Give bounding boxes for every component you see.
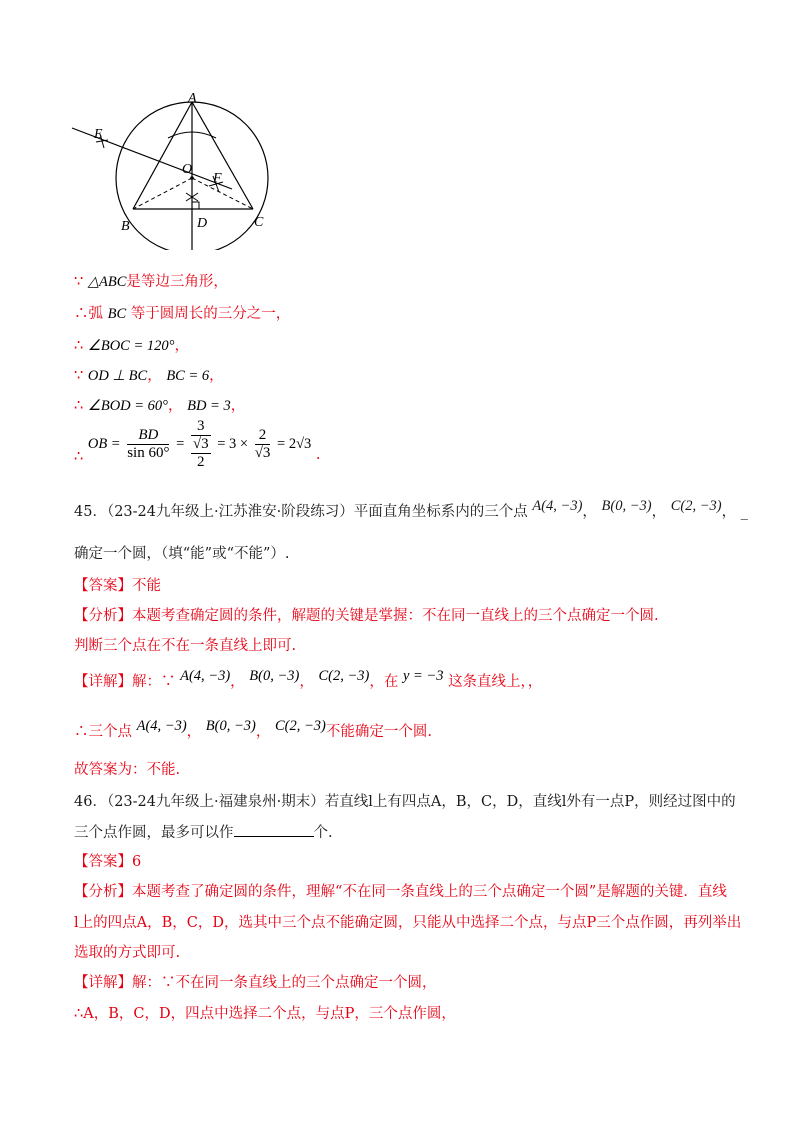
solution-line-3 xyxy=(74,336,189,356)
point-b: B(0, −3) xyxy=(601,498,652,514)
analysis-text-2: l上的四点A，B，C，D，选其中三个点不能确定圆，只能从中选择二个点，与点P三个点作圆，再列举出 xyxy=(74,915,742,931)
label-e: E xyxy=(94,127,103,142)
because-symbol: ∵ xyxy=(74,274,84,290)
q46-detail-1 xyxy=(74,973,437,993)
solution-line-1 xyxy=(74,272,228,292)
comma: ， xyxy=(147,368,162,384)
frac-denominator: √3 xyxy=(254,445,271,461)
q45-detail xyxy=(74,668,543,692)
point-c: C(2, −3) xyxy=(274,718,326,734)
label-c: C xyxy=(254,215,264,230)
period: . xyxy=(315,446,321,463)
because-symbol: ∵ xyxy=(74,368,84,384)
point-c: C(2, −3) xyxy=(670,498,722,514)
comma: ， xyxy=(209,368,224,384)
frac-numerator: BD xyxy=(127,427,169,445)
answer-blank xyxy=(234,822,314,837)
side-ac xyxy=(192,102,253,209)
question-number: 46． xyxy=(74,794,107,810)
bc-equals-6: BC = 6 xyxy=(166,368,210,384)
answer-value: 不能 xyxy=(132,578,161,594)
arc-one-third-text: 等于圆周长的三分之一， xyxy=(130,306,291,322)
comma: ， xyxy=(299,674,314,690)
fraction-2-over-root3 xyxy=(255,427,271,462)
comma: ， xyxy=(255,724,271,740)
equals-sign: = xyxy=(176,436,185,452)
q45-stem-line2 xyxy=(74,544,290,564)
q46-stem-line2b: 个. xyxy=(313,825,333,841)
comma: ， xyxy=(230,674,245,690)
label-o: O xyxy=(182,162,193,177)
comma: ， xyxy=(230,398,246,414)
detail-text-1: 解：∵不在同一条直线上的三个点确定一个圆， xyxy=(132,975,437,991)
detail-tag: 【详解】 xyxy=(74,674,132,690)
therefore-symbol: ∴ xyxy=(74,338,84,354)
q46-analysis-1 xyxy=(74,882,727,902)
right-angle-mark xyxy=(192,202,199,209)
nested-numerator: √3 xyxy=(192,436,209,452)
frac-numerator: 2 xyxy=(255,427,271,445)
point-a: A(4, −3) xyxy=(180,668,231,684)
comma: ， xyxy=(721,504,737,520)
frac-denominator: sin 60° xyxy=(127,445,170,461)
label-d: D xyxy=(197,216,208,231)
bd-equals-3: BD = 3 xyxy=(187,398,231,414)
q45-answer xyxy=(74,576,161,596)
analysis-text-2: 判断三个点在不在一条直线上即可. xyxy=(74,638,297,654)
therefore-symbol: ∴ xyxy=(74,448,84,465)
solution-line-6 xyxy=(74,418,321,471)
answer-tag: 【答案】 xyxy=(74,854,132,870)
arc-text: 弧 xyxy=(88,306,103,322)
fraction-3-over-root3-half xyxy=(191,418,211,471)
q45-stem xyxy=(74,498,748,522)
triangle-abc: △ABC xyxy=(87,274,127,290)
answer-tag: 【答案】 xyxy=(74,578,132,594)
analysis-tag: 【分析】 xyxy=(74,608,132,624)
solution-line-4 xyxy=(74,366,224,386)
label-b: B xyxy=(121,219,130,234)
comma: ， xyxy=(186,724,202,740)
point-a: A(4, −3) xyxy=(532,498,583,514)
label-f: F xyxy=(213,171,222,186)
q45-final xyxy=(74,760,180,780)
frac-numerator: 3 xyxy=(191,418,211,436)
therefore-symbol: ∴ xyxy=(74,398,84,414)
q46-stem-2 xyxy=(74,822,333,843)
nested-fraction xyxy=(191,436,211,471)
q45-conclusion xyxy=(74,718,432,742)
q45-analysis xyxy=(74,606,659,626)
detail-on: ，在 xyxy=(369,674,399,690)
final-answer: 故答案为：不能. xyxy=(74,762,181,778)
q46-answer xyxy=(74,852,141,872)
analysis-text-1: 本题考查了确定圆的条件，理解“不在同一条直线上的三个点确定一个圆”是解题的关键．直线 xyxy=(132,884,727,900)
q46-stem-line2a: 三个点作圆，最多可以作 xyxy=(74,825,234,841)
detail-this-line: 这条直线上，， xyxy=(448,674,543,690)
point-c: C(2, −3) xyxy=(318,668,370,684)
answer-value: 6 xyxy=(132,854,142,870)
detail-because: 解：∵ xyxy=(132,674,176,690)
side-ab xyxy=(133,102,192,209)
od-perp-bc: OD ⊥ BC xyxy=(87,368,148,384)
answer-blank: _ xyxy=(740,504,748,520)
circle-construction-figure xyxy=(60,90,290,250)
conclusion-text-a: ∴三个点 xyxy=(74,724,132,740)
conclusion-text-b: 不能确定一个圆. xyxy=(325,724,432,740)
point-b: B(0, −3) xyxy=(249,668,300,684)
equilateral-text: 是等边三角形， xyxy=(126,274,228,290)
comma: ， xyxy=(167,398,183,414)
nested-denominator: 2 xyxy=(196,454,205,470)
q46-analysis-3 xyxy=(74,943,180,963)
therefore-symbol: ∴ xyxy=(74,306,89,322)
point-b: B(0, −3) xyxy=(205,718,256,734)
q46-detail-2 xyxy=(74,1004,456,1024)
angle-boc: ∠BOC = 120° xyxy=(87,338,175,354)
result-2-root3: = 2√3 xyxy=(277,436,312,452)
question-number: 45． xyxy=(74,504,107,520)
q46-stem-line1: （23-24九年级上·福建泉州·期末）若直线l上有四点A，B，C，D，直线l外有一点P，则经过图中的 xyxy=(106,794,736,810)
q46-analysis-2 xyxy=(74,913,741,933)
analysis-text: 本题考查确定圆的条件，解题的关键是掌握：不在同一直线上的三个点确定一个圆. xyxy=(132,608,659,624)
detail-tag: 【详解】 xyxy=(74,975,132,991)
question-source: （23-24九年级上·江苏淮安·阶段练习）平面直角坐标系内的三个点 xyxy=(106,504,528,520)
detail-text-2: ∴A，B，C，D，四点中选择二个点，与点P，三个点作圆， xyxy=(74,1006,456,1022)
solution-line-2 xyxy=(74,304,290,324)
analysis-text-3: 选取的方式即可. xyxy=(74,945,181,961)
comma: ， xyxy=(174,338,189,354)
q45-line2-text: 确定一个圆，（填“能”或“不能”）. xyxy=(74,546,290,562)
ob-equals: OB = xyxy=(87,436,121,452)
q45-analysis-2 xyxy=(74,636,296,656)
fraction-bd-over-sin60 xyxy=(127,427,169,462)
line-y-minus-3: y = −3 xyxy=(402,668,444,684)
arc-bc: BC xyxy=(107,306,127,322)
comma: ， xyxy=(651,504,667,520)
comma: ， xyxy=(582,504,597,520)
solution-line-5 xyxy=(74,396,245,416)
equals-three-times: = 3 × xyxy=(217,436,249,452)
analysis-tag: 【分析】 xyxy=(74,884,132,900)
point-a: A(4, −3) xyxy=(136,718,187,734)
label-a: A xyxy=(188,91,197,106)
angle-bod: ∠BOD = 60° xyxy=(87,398,168,414)
q46-stem xyxy=(74,792,736,812)
